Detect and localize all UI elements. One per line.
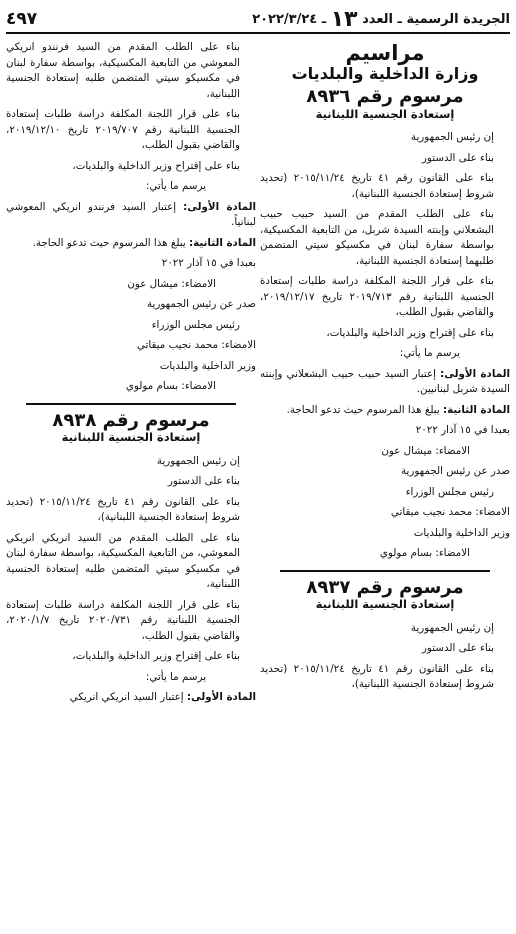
signature-line: صدر عن رئيس الجمهورية (400, 465, 510, 477)
signature-line: الامضاء: بسام مولوي (379, 547, 470, 559)
article-1 (6, 690, 256, 706)
article-text: إعتبار السيد انريكي انريكي (69, 691, 184, 703)
ministry-title: وزارة الداخلية والبلديات (291, 63, 479, 83)
decree-8936-number (260, 86, 510, 107)
decree-8938-subject: إستعادة الجنسية اللبنانية (61, 430, 201, 444)
paragraph: بناء على الطلب المقدم من السيد حبيب حبيب البشعلاني وإبنته السيدة شربل، من التابعية المكسيكية، بواسطة سفارة لبنان في مكسيكو سيتي المتضمن طلبهما إستعادة الجنسية اللبنانية، (260, 208, 494, 267)
page-number: ٤٩٧ (6, 9, 38, 29)
paragraph: بناء على القانون رقم ٤١ تاريخ ٢٠١٥/١١/٢٤ (تحديد شروط إستعادة الجنسية اللبنانية)، (260, 662, 494, 690)
paragraph: بناء على الطلب المقدم من السيد انريكي انريكي المعوشي، من التابعية المكسيكية، بواسطة سفارة لبنان في مكسيكو سيتي المتضمن طلبه إستعادة الجنسية اللبنانية، (6, 531, 240, 590)
divider (26, 403, 236, 405)
article-text: يبلغ هذا المرسوم حيث تدعو الحاجة. (32, 236, 186, 249)
signature-line: الامضاء: محمد نجيب ميقاتي (136, 339, 256, 351)
paragraph: بناء على القانون رقم ٤١ تاريخ ٢٠١٥/١١/٢٤ (تحديد شروط إستعادة الجنسية اللبنانية)، (260, 172, 494, 200)
decree-number-text: مرسوم رقم ٨٩٣٨ (52, 409, 210, 431)
article-text: إعتبار السيد فرنندو انريكي المعوشي لبنانياً. (6, 200, 256, 228)
decree-date: بعبدا في ١٥ آذار ٢٠٢٢ (161, 257, 256, 269)
paragraph: إن رئيس الجمهورية (410, 131, 494, 143)
paragraph: بناء على إقتراح وزير الداخلية والبلديات، (72, 650, 240, 662)
paragraph: بناء على إقتراح وزير الداخلية والبلديات، (326, 326, 494, 339)
decree-number-text: مرسوم رقم ٨٩٣٦ (306, 86, 464, 107)
signature-line: صدر عن رئيس الجمهورية (146, 298, 256, 310)
decree-number-text: مرسوم رقم ٨٩٣٧ (306, 576, 464, 598)
decree-8936-subject: إستعادة الجنسية اللبنانية (315, 106, 455, 121)
signature-line: الامضاء: ميشال عون (127, 277, 216, 290)
journal-name: الجريدة الرسمية ـ العدد (362, 11, 510, 27)
divider (280, 570, 490, 572)
decree-date: بعبدا في ١٥ آذار ٢٠٢٢ (415, 424, 510, 436)
signature-line: وزير الداخلية والبلديات (413, 526, 510, 539)
article-label: المادة الأولى: (440, 367, 510, 380)
article-text: يبلغ هذا المرسوم حيث تدعو الحاجة. (286, 403, 440, 416)
decree-8938-number (6, 409, 256, 431)
article-2 (260, 403, 510, 419)
article-label: المادة الثانية: (188, 236, 256, 249)
issue-date: ـ ٢٠٢٢/٣/٢٤ (252, 11, 327, 27)
page-header (6, 6, 510, 34)
paragraph: إن رئيس الجمهورية (156, 454, 240, 467)
signature-line: الامضاء: بسام مولوي (125, 380, 216, 392)
paragraph: بناء على إقتراح وزير الداخلية والبلديات، (72, 159, 240, 172)
article-1 (6, 200, 256, 231)
article-text: إعتبار السيد حبيب حبيب البشعلاني وإبنته السيدة شربل لبنانيين. (260, 367, 510, 395)
article-1 (260, 367, 510, 398)
right-column (260, 40, 510, 698)
paragraph: بناء على الدستور (167, 475, 240, 487)
paragraph: بناء على القانون رقم ٤١ تاريخ ٢٠١٥/١١/٢٤ (تحديد شروط إستعادة الجنسية اللبنانية)، (6, 495, 240, 523)
issue-number: ١٣ (330, 6, 358, 32)
paragraph: بناء على قرار اللجنة المكلفة دراسة طلبات إستعادة الجنسية اللبنانية رقم ٢٠٢٠/٧٣١ تاريخ ٢٠٢٠/١/٧، والقاضي بقبول الطلب، (6, 598, 240, 642)
paragraph: إن رئيس الجمهورية (410, 621, 494, 634)
paragraph: يرسم ما يأتي: (145, 670, 206, 683)
article-label: المادة الأولى: (183, 200, 256, 213)
section-title: مراسيم (345, 41, 425, 65)
paragraph: بناء على قرار اللجنة المكلفة دراسة طلبات إستعادة الجنسية اللبنانية رقم ٢٠١٩/٧٠٧ تاريخ ٢٠١٩/١٢/١٠، والقاضي بقبول الطلب، (6, 108, 240, 151)
article-label: المادة الأولى: (186, 691, 256, 703)
signature-line: رئيس مجلس الوزراء (151, 318, 240, 331)
article-2 (6, 236, 256, 252)
decree-8937-subject: إستعادة الجنسية اللبنانية (315, 597, 455, 611)
journal-title (252, 7, 510, 32)
signature-line: وزير الداخلية والبلديات (159, 359, 256, 372)
paragraph: بناء على قرار اللجنة المكلفة دراسة طلبات إستعادة الجنسية اللبنانية رقم ٢٠١٩/٧١٣ تاريخ ٢٠١٩/١٢/١٧، والقاضي بقبول الطلب، (260, 275, 494, 318)
left-column (6, 40, 256, 711)
signature-line: الامضاء: ميشال عون (381, 444, 470, 457)
paragraph: بناء على الدستور (421, 151, 494, 164)
paragraph: يرسم ما يأتي: (399, 347, 460, 359)
signature-line: الامضاء: محمد نجيب ميقاتي (390, 506, 510, 518)
paragraph: بناء على الطلب المقدم من السيد فرنندو انريكي المعوشي من التابعية المكسيكية، بواسطة سفارة لبنان في مكسيكو سيتي المتضمن طلبه إستعادة الجنسية اللبنانية، (6, 41, 240, 100)
decree-8937-number (260, 576, 510, 598)
article-label: المادة الثانية: (442, 403, 510, 416)
signature-line: رئيس مجلس الوزراء (405, 485, 494, 498)
paragraph: يرسم ما يأتي: (145, 180, 206, 192)
paragraph: بناء على الدستور (421, 642, 494, 654)
